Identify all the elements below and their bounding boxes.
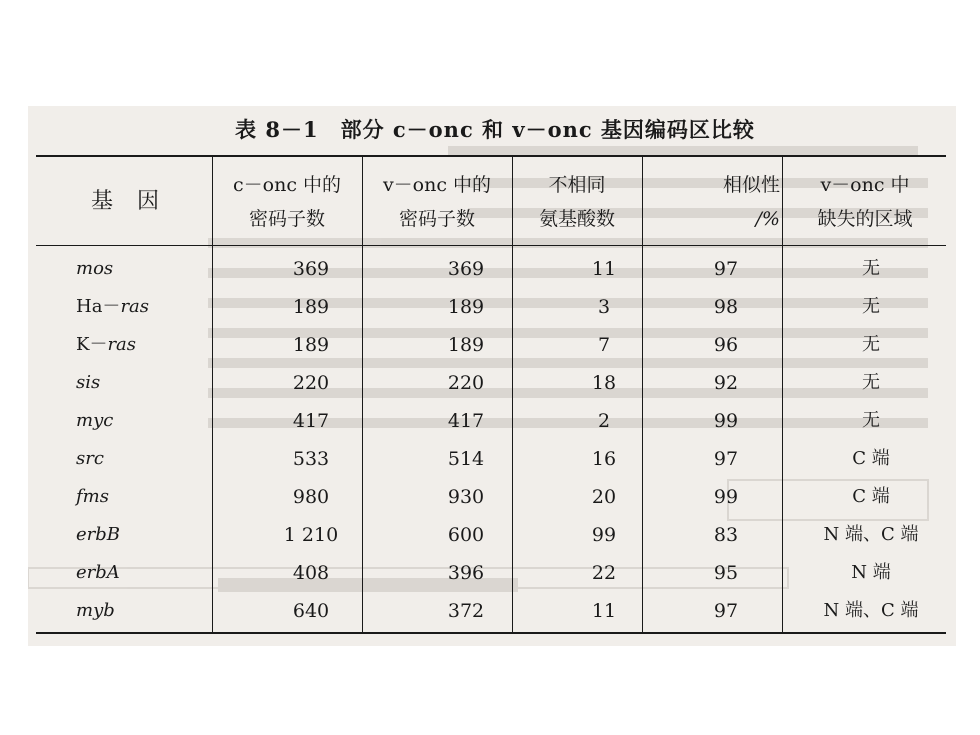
c-onc-codons-cell: 1 210 bbox=[283, 524, 339, 546]
different-amino-acids-cell: 11 bbox=[591, 258, 617, 280]
gene-name: myb bbox=[76, 600, 115, 621]
missing-region-cell: N 端、C 端 bbox=[823, 524, 919, 545]
similarity-cell: 98 bbox=[713, 296, 739, 318]
different-amino-acids-cell: 22 bbox=[591, 562, 617, 584]
similarity-cell: 97 bbox=[713, 600, 739, 622]
v-onc-codons-cell: 396 bbox=[447, 562, 485, 584]
similarity-cell: 99 bbox=[713, 486, 739, 508]
table-top-rule bbox=[36, 155, 946, 157]
header-different-amino-acids: 不相同 氨基酸数 bbox=[538, 174, 615, 230]
different-amino-acids-cell: 2 bbox=[597, 410, 611, 432]
missing-region-cell: C 端 bbox=[852, 448, 890, 469]
missing-region-cell: 无 bbox=[862, 334, 880, 355]
v-onc-codons-cell: 417 bbox=[447, 410, 485, 432]
table-row bbox=[36, 288, 946, 326]
missing-region-cell: N 端 bbox=[851, 562, 891, 583]
v-onc-codons-cell: 220 bbox=[447, 372, 485, 394]
gene-name: erbB bbox=[76, 524, 121, 545]
header-c-onc-codons: c－onc 中的 密码子数 bbox=[233, 174, 341, 230]
c-onc-codons-cell: 417 bbox=[292, 410, 330, 432]
v-onc-codons-cell: 514 bbox=[447, 448, 485, 470]
missing-region-cell: 无 bbox=[862, 258, 880, 279]
table-bottom-rule bbox=[36, 632, 946, 634]
similarity-cell: 95 bbox=[713, 562, 739, 584]
similarity-cell: 96 bbox=[713, 334, 739, 356]
gene-name-cell bbox=[76, 516, 120, 554]
missing-region-cell: 无 bbox=[862, 410, 880, 431]
similarity-cell: 92 bbox=[713, 372, 739, 394]
gene-name: ras bbox=[120, 296, 150, 317]
gene-name: mos bbox=[76, 258, 114, 279]
similarity-cell: 99 bbox=[713, 410, 739, 432]
table-row bbox=[36, 554, 946, 592]
c-onc-codons-cell: 408 bbox=[292, 562, 330, 584]
gene-name-cell bbox=[76, 288, 149, 326]
header-missing-region: v－onc 中 缺失的区域 bbox=[817, 174, 913, 230]
gene-prefix: Ha－ bbox=[76, 296, 121, 317]
gene-name: myc bbox=[76, 410, 114, 431]
v-onc-codons-cell: 930 bbox=[447, 486, 485, 508]
table-row bbox=[36, 478, 946, 516]
gene-name: src bbox=[76, 448, 104, 469]
c-onc-codons-cell: 640 bbox=[292, 600, 330, 622]
similarity-cell: 97 bbox=[713, 258, 739, 280]
table-header-rule bbox=[36, 245, 946, 246]
different-amino-acids-cell: 20 bbox=[591, 486, 617, 508]
c-onc-codons-cell: 189 bbox=[292, 334, 330, 356]
header-similarity: 相似性 /% bbox=[722, 174, 780, 230]
similarity-cell: 83 bbox=[713, 524, 739, 546]
c-onc-codons-cell: 220 bbox=[292, 372, 330, 394]
missing-region-cell: N 端、C 端 bbox=[823, 600, 919, 621]
different-amino-acids-cell: 11 bbox=[591, 600, 617, 622]
header-gene: 基因 bbox=[90, 189, 183, 214]
missing-region-cell: 无 bbox=[862, 296, 880, 317]
v-onc-codons-cell: 372 bbox=[447, 600, 485, 622]
v-onc-codons-cell: 600 bbox=[447, 524, 485, 546]
table-row bbox=[36, 516, 946, 554]
missing-region-cell: 无 bbox=[862, 372, 880, 393]
gene-name-cell bbox=[76, 402, 113, 440]
table-row bbox=[36, 592, 946, 630]
gene-name-cell bbox=[76, 478, 109, 516]
header-v-onc-codons: v－onc 中的 密码子数 bbox=[382, 174, 492, 230]
table-row bbox=[36, 326, 946, 364]
missing-region-cell: C 端 bbox=[852, 486, 890, 507]
table-row bbox=[36, 440, 946, 478]
gene-prefix: K－ bbox=[76, 334, 108, 355]
gene-name-cell bbox=[76, 326, 136, 364]
table-row bbox=[36, 402, 946, 440]
gene-name-cell bbox=[76, 440, 104, 478]
gene-name-cell bbox=[76, 554, 120, 592]
different-amino-acids-cell: 16 bbox=[591, 448, 617, 470]
different-amino-acids-cell: 3 bbox=[597, 296, 611, 318]
gene-name-cell bbox=[76, 592, 115, 630]
c-onc-codons-cell: 369 bbox=[292, 258, 330, 280]
v-onc-codons-cell: 189 bbox=[447, 334, 485, 356]
gene-name: ras bbox=[107, 334, 137, 355]
table-title: 表 8－1 部分 c－onc 和 v－onc 基因编码区比较 bbox=[235, 117, 755, 142]
different-amino-acids-cell: 18 bbox=[591, 372, 617, 394]
similarity-cell: 97 bbox=[713, 448, 739, 470]
different-amino-acids-cell: 99 bbox=[591, 524, 617, 546]
gene-name-cell bbox=[76, 364, 100, 402]
gene-name: sis bbox=[76, 372, 101, 393]
table-row bbox=[36, 250, 946, 288]
gene-name-cell bbox=[76, 250, 113, 288]
v-onc-codons-cell: 369 bbox=[447, 258, 485, 280]
different-amino-acids-cell: 7 bbox=[597, 334, 611, 356]
table-row bbox=[36, 364, 946, 402]
v-onc-codons-cell: 189 bbox=[447, 296, 485, 318]
c-onc-codons-cell: 189 bbox=[292, 296, 330, 318]
c-onc-codons-cell: 980 bbox=[292, 486, 330, 508]
gene-name: fms bbox=[76, 486, 109, 507]
gene-name: erbA bbox=[76, 562, 120, 583]
c-onc-codons-cell: 533 bbox=[292, 448, 330, 470]
